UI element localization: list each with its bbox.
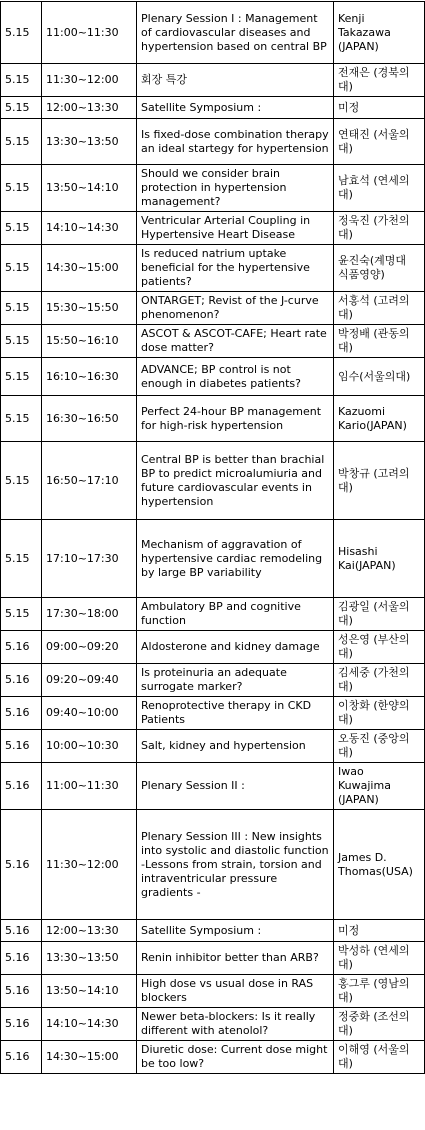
table-row xyxy=(1,358,425,396)
date-cell: 5.16 xyxy=(1,631,42,664)
session-title-cell: Is proteinuria an adequate surrogate marker? xyxy=(137,664,334,697)
session-title-cell: Should we consider brain protection in hypertension management? xyxy=(137,165,334,212)
table-row xyxy=(1,631,425,664)
table-row xyxy=(1,64,425,97)
time-cell: 17:10~17:30 xyxy=(42,520,137,598)
date-cell: 5.16 xyxy=(1,763,42,810)
session-title-cell: Central BP is better than brachial BP to predict microalumiuria and future cardiovascular events in hypertension xyxy=(137,442,334,520)
date-cell: 5.16 xyxy=(1,810,42,920)
time-cell: 13:30~13:50 xyxy=(42,119,137,165)
speaker-cell: 미정 xyxy=(334,920,425,942)
session-title-cell: Renoprotective therapy in CKD Patients xyxy=(137,697,334,730)
date-cell: 5.15 xyxy=(1,212,42,245)
session-title-cell: Ventricular Arterial Coupling in Hypertensive Heart Disease xyxy=(137,212,334,245)
time-cell: 15:50~16:10 xyxy=(42,325,137,358)
session-title-cell: Satellite Symposium : xyxy=(137,97,334,119)
table-row xyxy=(1,119,425,165)
speaker-cell: 박창규 (고려의대) xyxy=(334,442,425,520)
time-cell: 14:30~15:00 xyxy=(42,1041,137,1074)
date-cell: 5.15 xyxy=(1,64,42,97)
session-title-cell: 회장 특강 xyxy=(137,64,334,97)
date-cell: 5.15 xyxy=(1,119,42,165)
session-title-cell: Aldosterone and kidney damage xyxy=(137,631,334,664)
session-title-cell: Mechanism of aggravation of hypertensive cardiac remodeling by large BP variability xyxy=(137,520,334,598)
session-title-cell: Is reduced natrium uptake beneficial for the hypertensive patients? xyxy=(137,245,334,292)
table-row xyxy=(1,1008,425,1041)
time-cell: 16:50~17:10 xyxy=(42,442,137,520)
session-title-cell: Newer beta-blockers: Is it really different with atenolol? xyxy=(137,1008,334,1041)
date-cell: 5.16 xyxy=(1,697,42,730)
session-title-cell: Salt, kidney and hypertension xyxy=(137,730,334,763)
speaker-cell: 김광일 (서울의대) xyxy=(334,598,425,631)
speaker-cell: 홍그루 (영남의대) xyxy=(334,975,425,1008)
date-cell: 5.15 xyxy=(1,2,42,64)
time-cell: 13:50~14:10 xyxy=(42,165,137,212)
speaker-cell: Hisashi Kai(JAPAN) xyxy=(334,520,425,598)
session-title-cell: Plenary Session II : xyxy=(137,763,334,810)
time-cell: 16:10~16:30 xyxy=(42,358,137,396)
session-title-cell: Plenary Session III : New insights into systolic and diastolic function -Lessons from strain, torsion and intraventricular pressure gradients - xyxy=(137,810,334,920)
time-cell: 14:10~14:30 xyxy=(42,212,137,245)
table-row xyxy=(1,245,425,292)
date-cell: 5.15 xyxy=(1,245,42,292)
session-title-cell: Renin inhibitor better than ARB? xyxy=(137,942,334,975)
date-cell: 5.16 xyxy=(1,920,42,942)
session-title-cell: ONTARGET; Revist of the J-curve phenomenon? xyxy=(137,292,334,325)
time-cell: 09:00~09:20 xyxy=(42,631,137,664)
time-cell: 17:30~18:00 xyxy=(42,598,137,631)
date-cell: 5.16 xyxy=(1,975,42,1008)
table-row xyxy=(1,97,425,119)
table-row xyxy=(1,325,425,358)
date-cell: 5.16 xyxy=(1,664,42,697)
time-cell: 12:00~13:30 xyxy=(42,920,137,942)
time-cell: 11:30~12:00 xyxy=(42,810,137,920)
session-title-cell: Ambulatory BP and cognitive function xyxy=(137,598,334,631)
table-row xyxy=(1,975,425,1008)
session-title-cell: Plenary Session I : Management of cardiovascular diseases and hypertension based on central BP xyxy=(137,2,334,64)
speaker-cell: 전재은 (경북의대) xyxy=(334,64,425,97)
session-title-cell: ASCOT & ASCOT-CAFE; Heart rate dose matter? xyxy=(137,325,334,358)
time-cell: 13:30~13:50 xyxy=(42,942,137,975)
speaker-cell: 박정배 (관동의대) xyxy=(334,325,425,358)
schedule-table xyxy=(0,1,425,1074)
time-cell: 11:00~11:30 xyxy=(42,2,137,64)
session-title-cell: ADVANCE; BP control is not enough in diabetes patients? xyxy=(137,358,334,396)
speaker-cell: 박성하 (연세의대) xyxy=(334,942,425,975)
table-row xyxy=(1,520,425,598)
speaker-cell: 오동진 (중앙의대) xyxy=(334,730,425,763)
table-row xyxy=(1,442,425,520)
schedule-body xyxy=(1,2,425,1074)
speaker-cell: 정욱진 (가천의대) xyxy=(334,212,425,245)
speaker-cell: 윤진숙(계명대 식품영양) xyxy=(334,245,425,292)
table-row xyxy=(1,292,425,325)
speaker-cell: James D. Thomas(USA) xyxy=(334,810,425,920)
table-row xyxy=(1,920,425,942)
speaker-cell: 남효석 (연세의대) xyxy=(334,165,425,212)
speaker-cell: Iwao Kuwajima (JAPAN) xyxy=(334,763,425,810)
date-cell: 5.15 xyxy=(1,97,42,119)
table-row xyxy=(1,396,425,442)
speaker-cell: Kazuomi Kario(JAPAN) xyxy=(334,396,425,442)
date-cell: 5.16 xyxy=(1,1008,42,1041)
speaker-cell: 성은영 (부산의대) xyxy=(334,631,425,664)
session-title-cell: Perfect 24-hour BP management for high-risk hypertension xyxy=(137,396,334,442)
table-row xyxy=(1,664,425,697)
session-title-cell: High dose vs usual dose in RAS blockers xyxy=(137,975,334,1008)
time-cell: 09:20~09:40 xyxy=(42,664,137,697)
speaker-cell: 이창화 (한양의대) xyxy=(334,697,425,730)
date-cell: 5.15 xyxy=(1,165,42,212)
date-cell: 5.15 xyxy=(1,358,42,396)
speaker-cell: 임수(서울의대) xyxy=(334,358,425,396)
speaker-cell: 정중화 (조선의대) xyxy=(334,1008,425,1041)
table-row xyxy=(1,763,425,810)
speaker-cell: Kenji Takazawa (JAPAN) xyxy=(334,2,425,64)
time-cell: 13:50~14:10 xyxy=(42,975,137,1008)
date-cell: 5.16 xyxy=(1,942,42,975)
speaker-cell: 서홍석 (고려의대) xyxy=(334,292,425,325)
speaker-cell: 김세중 (가천의대) xyxy=(334,664,425,697)
table-row xyxy=(1,730,425,763)
speaker-cell: 이해영 (서울의대) xyxy=(334,1041,425,1074)
table-row xyxy=(1,697,425,730)
date-cell: 5.16 xyxy=(1,730,42,763)
time-cell: 14:10~14:30 xyxy=(42,1008,137,1041)
date-cell: 5.15 xyxy=(1,396,42,442)
table-row xyxy=(1,212,425,245)
time-cell: 09:40~10:00 xyxy=(42,697,137,730)
time-cell: 11:00~11:30 xyxy=(42,763,137,810)
date-cell: 5.16 xyxy=(1,1041,42,1074)
time-cell: 12:00~13:30 xyxy=(42,97,137,119)
table-row xyxy=(1,165,425,212)
date-cell: 5.15 xyxy=(1,442,42,520)
time-cell: 10:00~10:30 xyxy=(42,730,137,763)
speaker-cell: 미정 xyxy=(334,97,425,119)
time-cell: 11:30~12:00 xyxy=(42,64,137,97)
date-cell: 5.15 xyxy=(1,520,42,598)
session-title-cell: Is fixed-dose combination therapy an ideal startegy for hypertension xyxy=(137,119,334,165)
speaker-cell: 연태진 (서울의대) xyxy=(334,119,425,165)
time-cell: 15:30~15:50 xyxy=(42,292,137,325)
table-row xyxy=(1,942,425,975)
table-row xyxy=(1,1041,425,1074)
time-cell: 16:30~16:50 xyxy=(42,396,137,442)
date-cell: 5.15 xyxy=(1,325,42,358)
session-title-cell: Satellite Symposium : xyxy=(137,920,334,942)
date-cell: 5.15 xyxy=(1,598,42,631)
table-row xyxy=(1,598,425,631)
table-row xyxy=(1,810,425,920)
date-cell: 5.15 xyxy=(1,292,42,325)
session-title-cell: Diuretic dose: Current dose might be too low? xyxy=(137,1041,334,1074)
time-cell: 14:30~15:00 xyxy=(42,245,137,292)
table-row xyxy=(1,2,425,64)
